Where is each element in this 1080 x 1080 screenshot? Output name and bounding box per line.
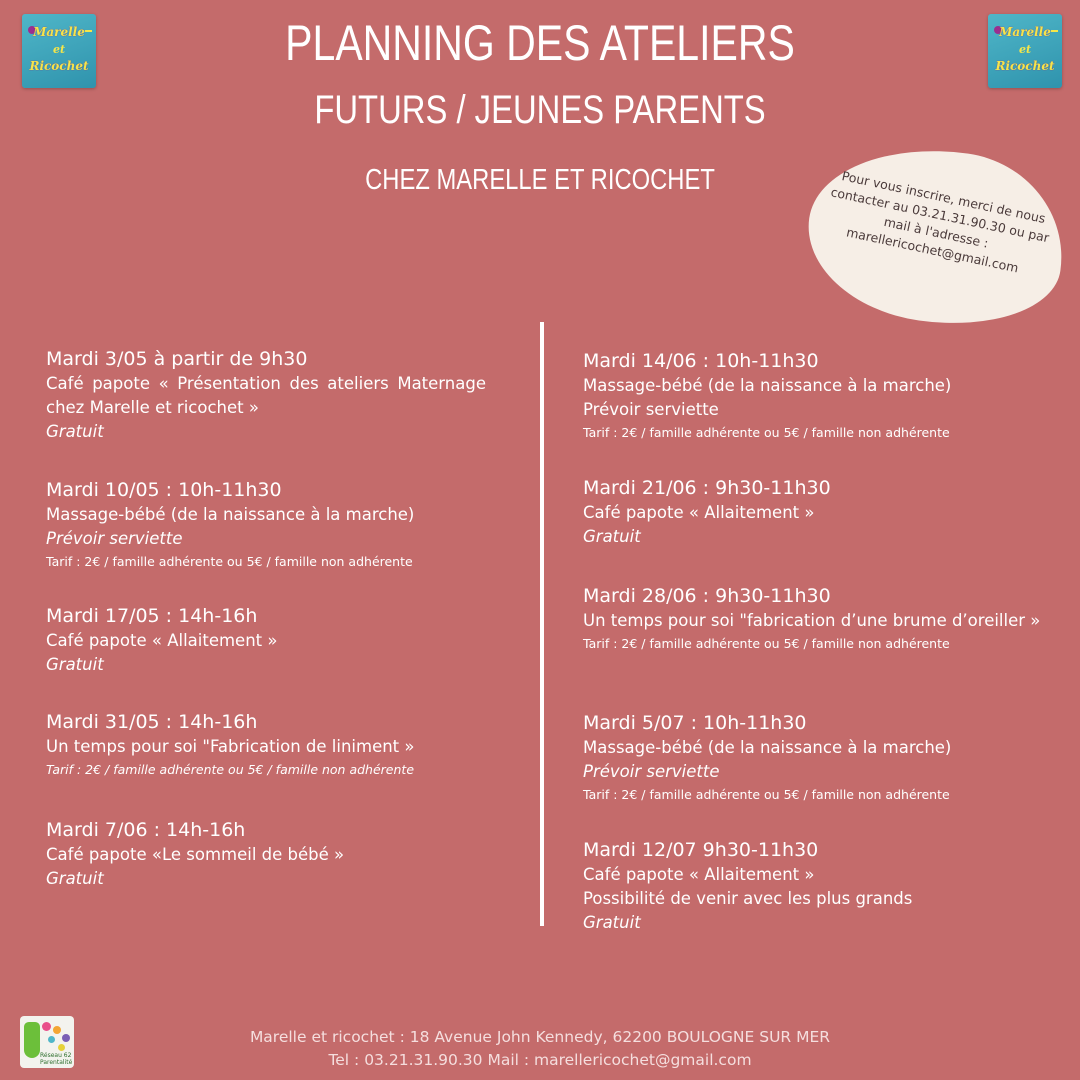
event-note: Gratuit (46, 422, 104, 441)
event-item (46, 346, 486, 444)
event-item (583, 837, 1051, 935)
logo-line1: Marelle (33, 25, 85, 39)
event-date: Mardi 7/06 : 14h-16h (46, 819, 246, 841)
event-price: Gratuit (583, 913, 641, 932)
event-title: Café papote « Allaitement » (583, 503, 815, 522)
network-logo-text: Réseau 62 Parentalité (40, 1052, 73, 1066)
event-price: Tarif : 2€ / famille adhérente ou 5€ / famille non adhérente (583, 425, 950, 440)
event-item (46, 603, 486, 677)
event-note: Prévoir serviette (583, 400, 719, 419)
event-price: Tarif : 2€ / famille adhérente ou 5€ / famille non adhérente (46, 554, 413, 569)
footer-contact: Tel : 03.21.31.90.30 Mail : marellericochet@gmail.com (328, 1051, 752, 1069)
logo-line3: Ricochet (995, 59, 1055, 73)
logo-line3: Ricochet (29, 59, 89, 73)
event-title: Café papote « Allaitement » (583, 865, 815, 884)
event-note: Possibilité de venir avec les plus grands (583, 889, 913, 908)
event-note: Gratuit (583, 527, 641, 546)
event-note: Gratuit (46, 869, 104, 888)
event-date: Mardi 5/07 : 10h-11h30 (583, 712, 807, 734)
marelle-ricochet-logo-left (22, 14, 96, 88)
event-item (46, 477, 486, 571)
event-item (583, 583, 1051, 653)
event-note: Gratuit (46, 655, 104, 674)
event-price: Tarif : 2€ / famille adhérente ou 5€ / famille non adhérente (583, 787, 950, 802)
logo-line2: et (52, 43, 66, 56)
event-title: Café papote « Allaitement » (46, 631, 278, 650)
event-date: Mardi 28/06 : 9h30-11h30 (583, 585, 831, 607)
logo-line1: Marelle (999, 25, 1051, 39)
event-title: Massage-bébé (de la naissance à la marche) (46, 505, 415, 524)
event-date: Mardi 17/05 : 14h-16h (46, 605, 258, 627)
event-note: Prévoir serviette (46, 529, 183, 548)
page-subtitle: FUTURS / JEUNES PARENTS (314, 88, 766, 132)
event-title: Café papote «Le sommeil de bébé » (46, 845, 345, 864)
event-date: Mardi 14/06 : 10h-11h30 (583, 350, 819, 372)
event-title: Massage-bébé (de la naissance à la marche) (583, 376, 952, 395)
event-date: Mardi 31/05 : 14h-16h (46, 711, 258, 733)
event-title: Un temps pour soi "fabrication d’une brume d’oreiller » (583, 611, 1041, 630)
footer-address: Marelle et ricochet : 18 Avenue John Kennedy, 62200 BOULOGNE SUR MER (249, 1028, 831, 1046)
event-item (583, 710, 1051, 804)
contact-note: Pour vous inscrire, merci de nous contacter au 03.21.31.90.30 ou par mail à l'adresse : marellericochet@gmail.com (829, 168, 1051, 276)
event-date: Mardi 12/07 9h30-11h30 (583, 839, 819, 861)
event-item (46, 709, 486, 779)
event-date: Mardi 10/05 : 10h-11h30 (46, 479, 282, 501)
event-price: Tarif : 2€ / famille adhérente ou 5€ / famille non adhérente (583, 636, 950, 651)
event-item (583, 348, 1051, 442)
event-date: Mardi 3/05 à partir de 9h30 (46, 348, 308, 370)
logo-line2: et (1018, 43, 1032, 56)
event-note: Prévoir serviette (583, 762, 720, 781)
event-title: Un temps pour soi "Fabrication de liniment » (46, 737, 415, 756)
column-divider (540, 322, 544, 926)
page-title: PLANNING DES ATELIERS (285, 15, 795, 71)
event-title: Massage-bébé (de la naissance à la marche) (583, 738, 952, 757)
marelle-ricochet-logo-right (988, 14, 1062, 88)
event-item (583, 475, 1051, 549)
event-item (46, 817, 486, 891)
location-heading: CHEZ MARELLE ET RICOCHET (365, 164, 715, 196)
event-price: Tarif : 2€ / famille adhérente ou 5€ / famille non adhérente (46, 762, 415, 777)
event-title: Café papote « Présentation des ateliers Maternage chez Marelle et ricochet » (46, 374, 486, 417)
event-date: Mardi 21/06 : 9h30-11h30 (583, 477, 831, 499)
